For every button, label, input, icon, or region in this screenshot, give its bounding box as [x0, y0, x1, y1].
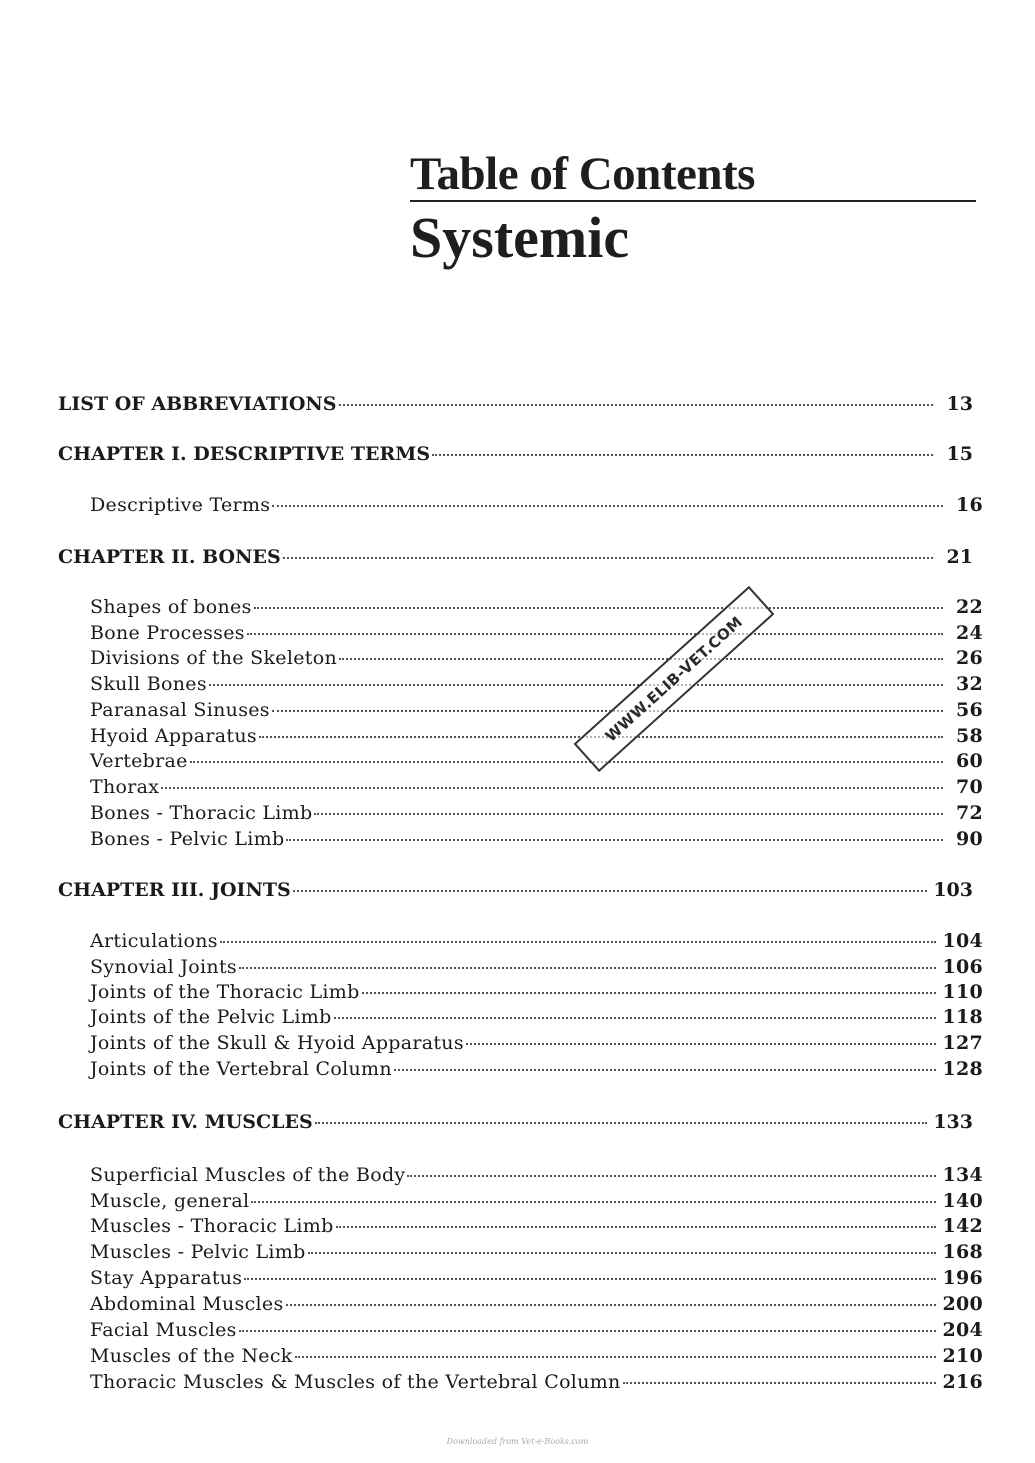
dot-leader [286, 1304, 937, 1306]
toc-entry[interactable] [90, 1318, 983, 1342]
toc-entry-page: 118 [942, 1006, 983, 1028]
dot-leader [623, 1382, 937, 1384]
toc-entry-page: 60 [955, 750, 983, 772]
toc-entry[interactable] [90, 621, 983, 645]
dot-leader [251, 1201, 936, 1203]
toc-entry[interactable] [90, 929, 983, 953]
toc-entry[interactable] [90, 1189, 983, 1213]
toc-entry[interactable] [90, 1214, 983, 1238]
dot-leader [286, 839, 943, 841]
toc-entry[interactable] [90, 801, 983, 825]
dot-leader [295, 1356, 937, 1358]
dot-leader [315, 1122, 928, 1124]
toc-entry-label: LIST OF ABBREVIATIONS [58, 393, 337, 415]
toc-entry-page: 15 [946, 443, 973, 465]
toc-entry[interactable] [90, 698, 983, 722]
dot-leader [314, 813, 943, 815]
toc-entry-label: CHAPTER II. BONES [58, 546, 281, 568]
toc-entry-page: 13 [946, 393, 973, 415]
toc-entry[interactable] [58, 1110, 973, 1134]
dot-leader [283, 557, 933, 559]
dot-leader [466, 1043, 937, 1045]
toc-entry-label: Thorax [90, 776, 160, 798]
toc-entry[interactable] [90, 1344, 983, 1368]
toc-entry-page: 204 [942, 1319, 983, 1341]
toc-entry[interactable] [90, 827, 983, 851]
toc-entry[interactable] [90, 672, 983, 696]
toc-entry-label: Joints of the Thoracic Limb [90, 981, 360, 1003]
toc-entry-page: 21 [946, 546, 973, 568]
toc-entry[interactable] [58, 545, 973, 569]
toc-entry[interactable] [58, 442, 973, 466]
page-title: Table of Contents [410, 148, 976, 202]
dot-leader [247, 633, 943, 635]
toc-entry-label: Descriptive Terms [90, 494, 271, 516]
toc-entry-page: 134 [942, 1164, 983, 1186]
toc-entry-page: 26 [955, 647, 983, 669]
toc-entry-page: 133 [933, 1111, 973, 1133]
toc-entry[interactable] [58, 392, 973, 416]
toc-entry[interactable] [90, 595, 983, 619]
dot-leader [339, 658, 943, 660]
toc-entry-label: Muscle, general [90, 1190, 250, 1212]
dot-leader [334, 1017, 937, 1019]
toc-entry-page: 70 [955, 776, 983, 798]
dot-leader [272, 505, 943, 507]
toc-entry[interactable] [90, 493, 983, 517]
dot-leader [394, 1069, 937, 1071]
toc-entry-label: Joints of the Pelvic Limb [90, 1006, 332, 1028]
dot-leader [209, 684, 943, 686]
toc-entry-label: Hyoid Apparatus [90, 725, 257, 747]
toc-entry[interactable] [90, 955, 983, 979]
watermark-stamp: WWW.ELIB-VET.COM [574, 586, 775, 772]
dot-leader [407, 1175, 936, 1177]
toc-entry-label: CHAPTER IV. MUSCLES [58, 1111, 313, 1133]
toc-entry-page: 200 [942, 1293, 983, 1315]
toc-entry-page: 22 [955, 596, 983, 618]
toc-entry-label: Bones - Thoracic Limb [90, 802, 313, 824]
toc-entry[interactable] [90, 1292, 983, 1316]
toc-entry[interactable] [90, 1031, 983, 1055]
dot-leader [161, 787, 943, 789]
toc-entry-page: 16 [955, 494, 983, 516]
toc-entry-label: Articulations [90, 930, 218, 952]
dot-leader [239, 967, 937, 969]
dot-leader [293, 890, 928, 892]
toc-entry-page: 58 [955, 725, 983, 747]
toc-entry-page: 32 [955, 673, 983, 695]
toc-entry[interactable] [90, 1163, 983, 1187]
toc-entry-label: Facial Muscles [90, 1319, 237, 1341]
footer-note: Downloaded from Vet-e-Books.com [446, 1437, 589, 1446]
toc-entry-label: Muscles - Thoracic Limb [90, 1215, 334, 1237]
dot-leader [432, 454, 933, 456]
toc-entry-label: CHAPTER I. DESCRIPTIVE TERMS [58, 443, 431, 465]
toc-entry[interactable] [90, 1240, 983, 1264]
heading-block [410, 148, 976, 272]
toc-entry-label: Stay Apparatus [90, 1267, 243, 1289]
toc-entry[interactable] [90, 775, 983, 799]
toc-entry[interactable] [90, 749, 983, 773]
toc-entry-page: 140 [942, 1190, 983, 1212]
toc-entry-page: 127 [942, 1032, 983, 1054]
dot-leader [220, 941, 937, 943]
toc-entry-page: 72 [955, 802, 983, 824]
toc-entry-label: Divisions of the Skeleton [90, 647, 337, 669]
toc-entry-page: 128 [942, 1058, 983, 1080]
toc-entry-label: Muscles of the Neck [90, 1345, 293, 1367]
toc-entry-page: 104 [942, 930, 983, 952]
toc-entry[interactable] [90, 1370, 983, 1394]
dot-leader [308, 1252, 937, 1254]
toc-entry-label: Paranasal Sinuses [90, 699, 270, 721]
toc-entry-page: 196 [942, 1267, 983, 1289]
dot-leader [254, 607, 943, 609]
toc-entry[interactable] [90, 724, 983, 748]
toc-entry-label: Thoracic Muscles & Muscles of the Vertebral Column [90, 1371, 621, 1393]
toc-entry[interactable] [90, 980, 983, 1004]
toc-entry-page: 24 [955, 622, 983, 644]
toc-entry-label: Superficial Muscles of the Body [90, 1164, 406, 1186]
toc-entry[interactable] [90, 1057, 983, 1081]
toc-entry[interactable] [58, 878, 973, 902]
dot-leader [339, 404, 933, 406]
toc-entry-page: 216 [942, 1371, 983, 1393]
toc-entry-page: 103 [933, 879, 973, 901]
toc-entry-label: CHAPTER III. JOINTS [58, 879, 291, 901]
dot-leader [239, 1330, 937, 1332]
toc-entry-label: Abdominal Muscles [90, 1293, 284, 1315]
toc-entry-label: Bone Processes [90, 622, 245, 644]
toc-entry[interactable] [90, 1005, 983, 1029]
toc-entry-page: 110 [942, 981, 983, 1003]
toc-entry-label: Muscles - Pelvic Limb [90, 1241, 306, 1263]
toc-entry-page: 90 [955, 828, 983, 850]
toc-entry-label: Synovial Joints [90, 956, 237, 978]
toc-entry-label: Joints of the Skull & Hyoid Apparatus [90, 1032, 464, 1054]
toc-entry[interactable] [90, 646, 983, 670]
toc-entry-label: Skull Bones [90, 673, 207, 695]
toc-entry-label: Shapes of bones [90, 596, 252, 618]
page-subtitle: Systemic [410, 205, 630, 270]
toc-entry-label: Joints of the Vertebral Column [90, 1058, 392, 1080]
toc-entry-page: 210 [942, 1345, 983, 1367]
dot-leader [362, 992, 937, 994]
toc-entry-label: Bones - Pelvic Limb [90, 828, 285, 850]
toc-entry-page: 56 [955, 699, 983, 721]
toc-entry[interactable] [90, 1266, 983, 1290]
toc-entry-page: 168 [942, 1241, 983, 1263]
dot-leader [190, 761, 943, 763]
dot-leader [244, 1278, 936, 1280]
toc-entry-label: Vertebrae [90, 750, 188, 772]
toc-entry-page: 142 [942, 1215, 983, 1237]
toc-entry-page: 106 [942, 956, 983, 978]
dot-leader [336, 1226, 937, 1228]
